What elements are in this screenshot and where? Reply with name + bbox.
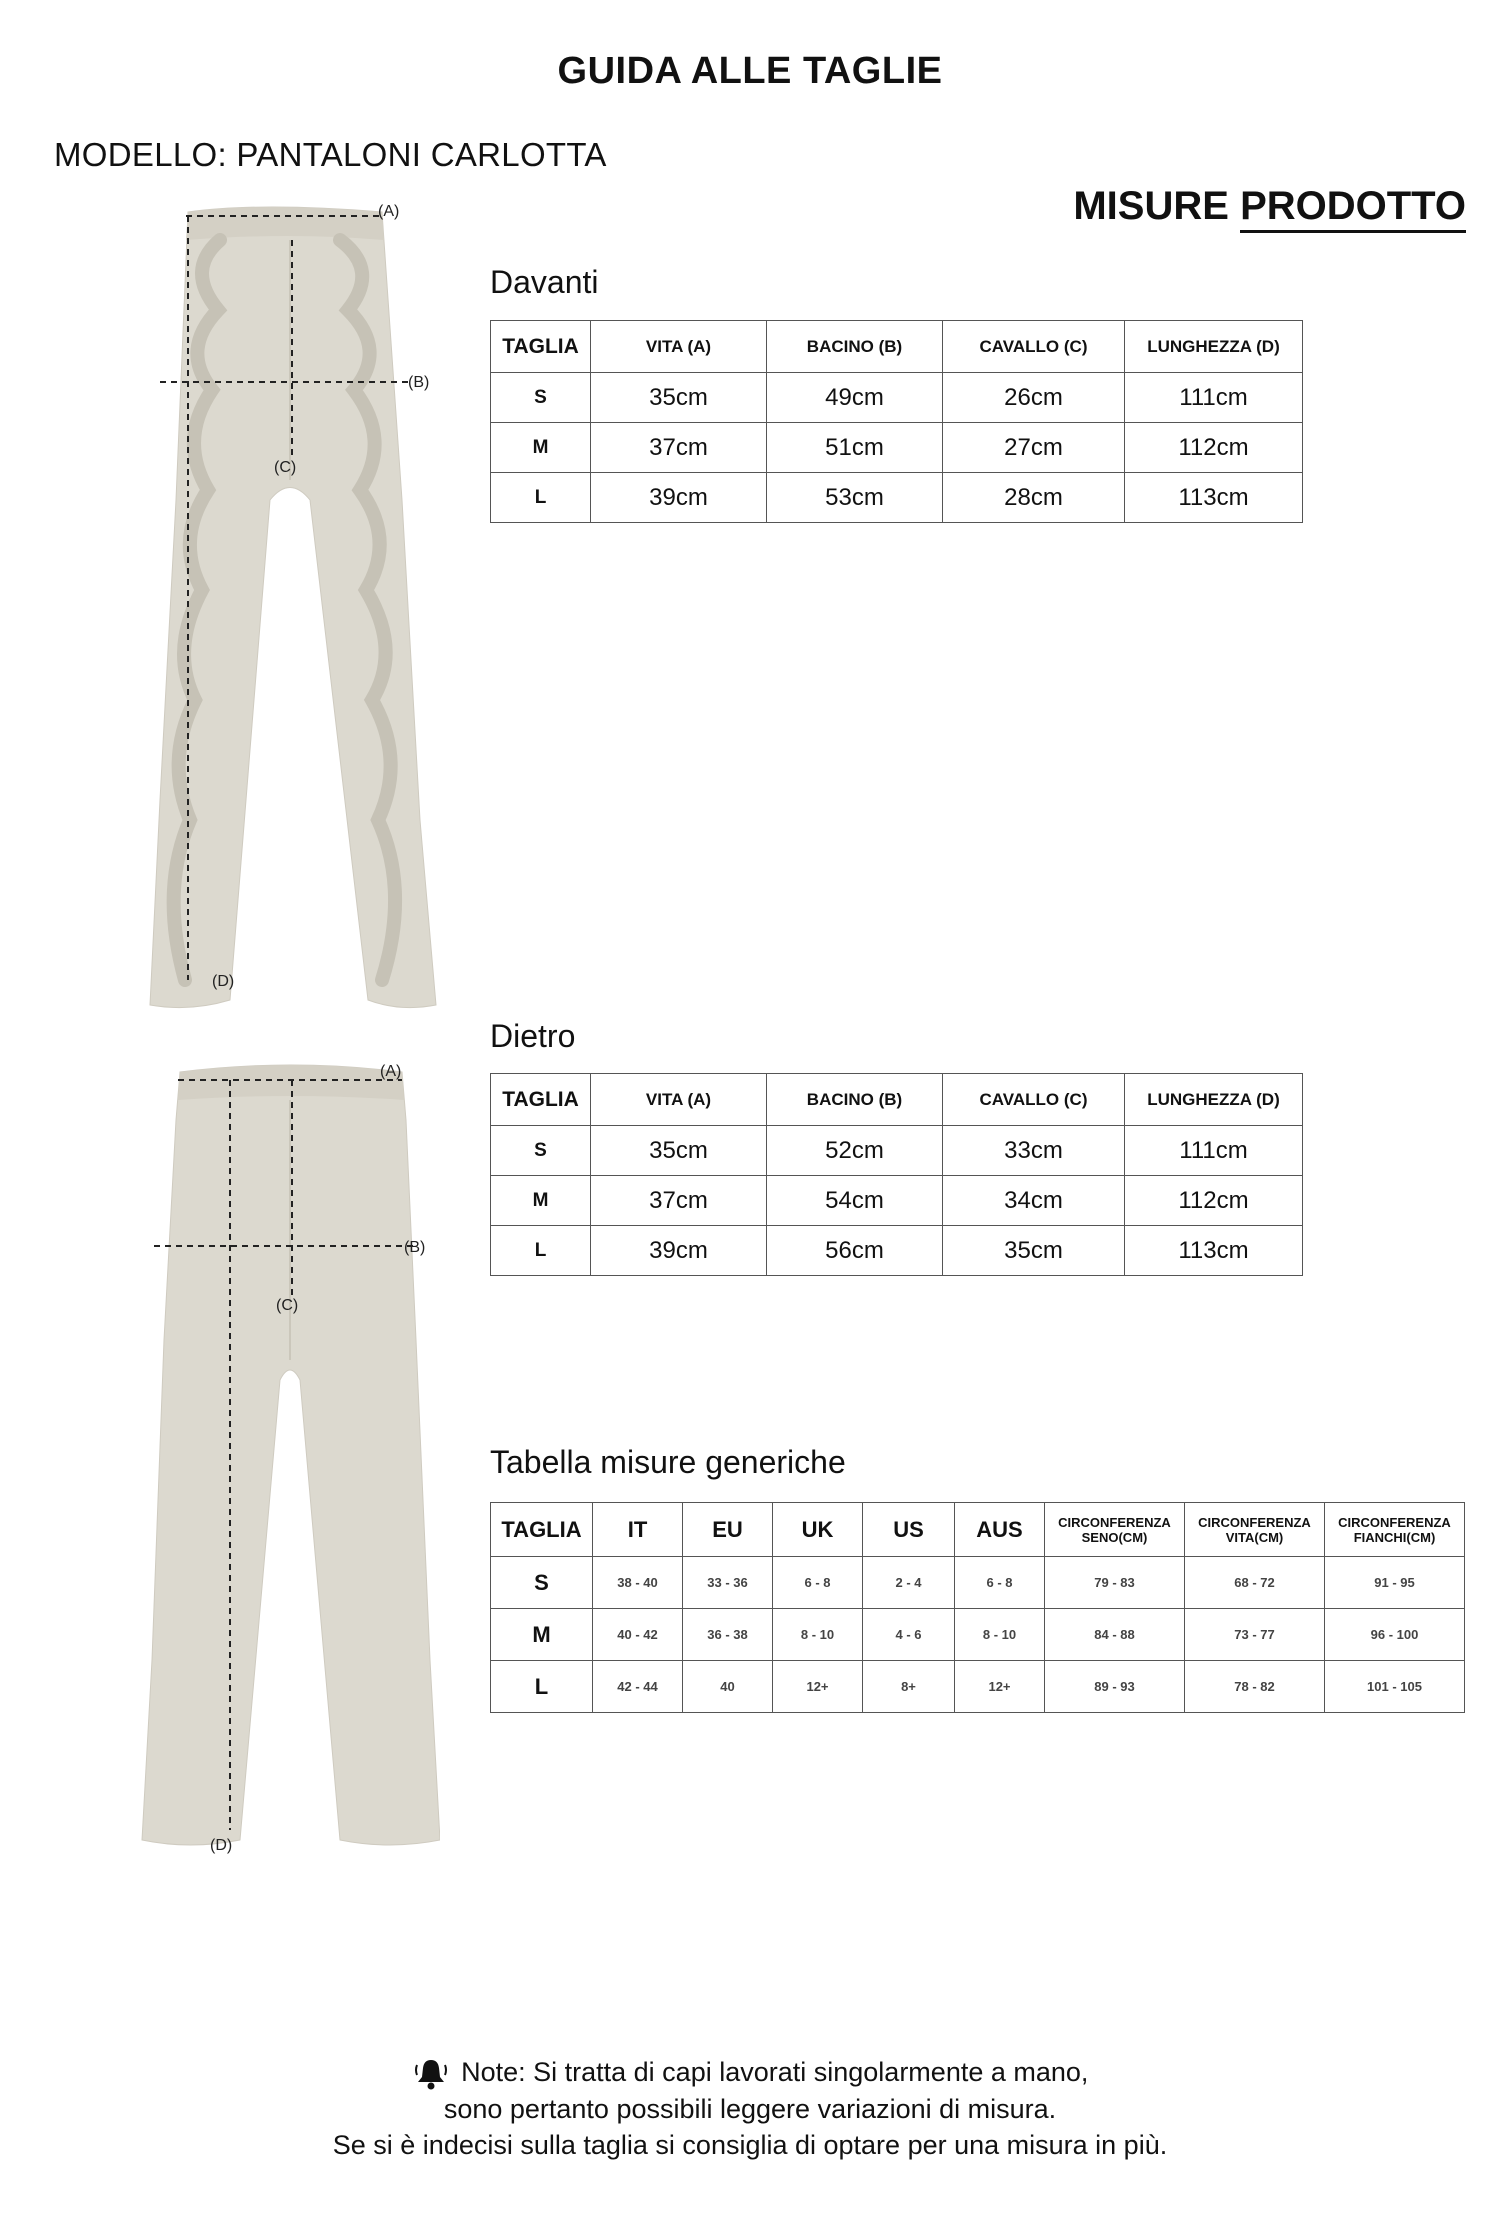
front-marker-b: (B) [408, 374, 430, 391]
table-row [491, 1609, 1465, 1661]
model-name: MODELLO: PANTALONI CARLOTTA [54, 136, 607, 173]
generic-header-aus: AUS [955, 1503, 1045, 1557]
table-row [491, 1176, 1303, 1226]
table-cell: 78 - 82 [1185, 1661, 1325, 1713]
table-cell: 113cm [1125, 473, 1303, 523]
generic-header-uk: UK [773, 1503, 863, 1557]
table-cell: 6 - 8 [773, 1557, 863, 1609]
table-cell: 113cm [1125, 1226, 1303, 1276]
front-marker-c: (C) [274, 459, 297, 476]
generic-header-fianchi [1325, 1503, 1465, 1557]
table-cell: 73 - 77 [1185, 1609, 1325, 1661]
table-cell: 49cm [767, 373, 943, 423]
table-cell: 52cm [767, 1126, 943, 1176]
note-line-2: sono pertanto possibili leggere variazioni di misura. [443, 2093, 1057, 2124]
table-cell: 12+ [773, 1661, 863, 1713]
table-cell: 40 [683, 1661, 773, 1713]
table-cell: M [491, 1609, 593, 1661]
table-cell: 35cm [943, 1226, 1125, 1276]
front-garment-illustration [140, 200, 440, 1020]
generic-header-seno [1045, 1503, 1185, 1557]
table-cell: 4 - 6 [863, 1609, 955, 1661]
section-heading [1073, 184, 1466, 229]
back-marker-d: (D) [210, 1837, 233, 1854]
table-cell: 33 - 36 [683, 1557, 773, 1609]
table-cell: 42 - 44 [593, 1661, 683, 1713]
table-cell: 36 - 38 [683, 1609, 773, 1661]
front-header-taglia: TAGLIA [491, 321, 591, 373]
table-cell: 8 - 10 [955, 1609, 1045, 1661]
back-marker-a: (A) [380, 1063, 402, 1080]
table-cell: 79 - 83 [1045, 1557, 1185, 1609]
table-cell: 40 - 42 [593, 1609, 683, 1661]
generic-header-it: IT [593, 1503, 683, 1557]
front-table-header-row [491, 321, 1303, 373]
table-cell: 96 - 100 [1325, 1609, 1465, 1661]
table-cell: L [491, 473, 591, 523]
bell-icon [412, 2057, 450, 2091]
table-cell: 53cm [767, 473, 943, 523]
table-cell: 34cm [943, 1176, 1125, 1226]
back-garment-illustration [140, 1060, 440, 1860]
back-marker-c: (C) [276, 1297, 299, 1314]
table-cell: 39cm [591, 1226, 767, 1276]
table-cell: 112cm [1125, 423, 1303, 473]
back-header-bacino: BACINO (B) [767, 1074, 943, 1126]
note-block [0, 2054, 1500, 2163]
page-title: GUIDA ALLE TAGLIE [557, 50, 943, 92]
front-label: Davanti [490, 264, 599, 300]
table-cell: S [491, 1557, 593, 1609]
table-row [491, 1226, 1303, 1276]
table-cell: 28cm [943, 473, 1125, 523]
table-cell: 54cm [767, 1176, 943, 1226]
table-cell: 8+ [863, 1661, 955, 1713]
table-cell: 8 - 10 [773, 1609, 863, 1661]
table-cell: 101 - 105 [1325, 1661, 1465, 1713]
back-size-table [490, 1073, 1303, 1276]
table-cell: 38 - 40 [593, 1557, 683, 1609]
back-label: Dietro [490, 1018, 576, 1054]
table-cell: S [491, 1126, 591, 1176]
front-header-lunghezza: LUNGHEZZA (D) [1125, 321, 1303, 373]
section-heading-underlined: PRODOTTO [1240, 184, 1466, 233]
table-cell: L [491, 1226, 591, 1276]
generic-table-header-row [491, 1503, 1465, 1557]
table-row [491, 373, 1303, 423]
table-cell: S [491, 373, 591, 423]
table-cell: 56cm [767, 1226, 943, 1276]
front-header-vita: VITA (A) [591, 321, 767, 373]
back-header-vita: VITA (A) [591, 1074, 767, 1126]
generic-header-eu: EU [683, 1503, 773, 1557]
back-header-lunghezza: LUNGHEZZA (D) [1125, 1074, 1303, 1126]
table-cell: 12+ [955, 1661, 1045, 1713]
back-header-taglia: TAGLIA [491, 1074, 591, 1126]
front-size-table [490, 320, 1303, 523]
table-cell: 68 - 72 [1185, 1557, 1325, 1609]
table-cell: 26cm [943, 373, 1125, 423]
generic-header-taglia: TAGLIA [491, 1503, 593, 1557]
table-cell: 51cm [767, 423, 943, 473]
table-cell: 6 - 8 [955, 1557, 1045, 1609]
table-cell: 35cm [591, 373, 767, 423]
note-line-1-wrapper [0, 2054, 1500, 2091]
table-cell: 112cm [1125, 1176, 1303, 1226]
table-cell: 111cm [1125, 1126, 1303, 1176]
generic-header-seno-line2: SENO(CM) [1081, 1529, 1148, 1545]
note-line-3: Se si è indecisi sulla taglia si consiglia di optare per una misura in più. [332, 2129, 1168, 2160]
table-cell: 91 - 95 [1325, 1557, 1465, 1609]
generic-header-fianchi-line2: FIANCHI(CM) [1353, 1529, 1436, 1545]
table-cell: 39cm [591, 473, 767, 523]
generic-size-table [490, 1502, 1465, 1713]
table-cell: 84 - 88 [1045, 1609, 1185, 1661]
table-row [491, 1661, 1465, 1713]
table-cell: M [491, 1176, 591, 1226]
generic-label: Tabella misure generiche [490, 1444, 846, 1480]
front-marker-d: (D) [212, 973, 235, 990]
table-cell: L [491, 1661, 593, 1713]
table-cell: 2 - 4 [863, 1557, 955, 1609]
front-header-cavallo: CAVALLO (C) [943, 321, 1125, 373]
table-cell: 37cm [591, 1176, 767, 1226]
table-cell: 111cm [1125, 373, 1303, 423]
generic-header-fianchi-line1: CIRCONFERENZA [1338, 1514, 1451, 1530]
section-heading-prefix: MISURE [1073, 184, 1229, 228]
table-cell: 33cm [943, 1126, 1125, 1176]
table-cell: 27cm [943, 423, 1125, 473]
front-header-bacino: BACINO (B) [767, 321, 943, 373]
generic-header-seno-line1: CIRCONFERENZA [1058, 1514, 1171, 1530]
generic-header-vita-line1: CIRCONFERENZA [1198, 1514, 1311, 1530]
table-cell: 37cm [591, 423, 767, 473]
table-row [491, 473, 1303, 523]
generic-header-vita-line2: VITA(CM) [1225, 1529, 1284, 1545]
generic-header-vita [1185, 1503, 1325, 1557]
back-header-cavallo: CAVALLO (C) [943, 1074, 1125, 1126]
table-row [491, 1126, 1303, 1176]
table-cell: 35cm [591, 1126, 767, 1176]
back-table-header-row [491, 1074, 1303, 1126]
table-cell: M [491, 423, 591, 473]
table-row [491, 423, 1303, 473]
front-marker-a: (A) [378, 203, 400, 220]
note-line-1: Note: Si tratta di capi lavorati singolarmente a mano, [461, 2057, 1089, 2087]
generic-header-us: US [863, 1503, 955, 1557]
table-row [491, 1557, 1465, 1609]
back-marker-b: (B) [404, 1239, 426, 1256]
table-cell: 89 - 93 [1045, 1661, 1185, 1713]
